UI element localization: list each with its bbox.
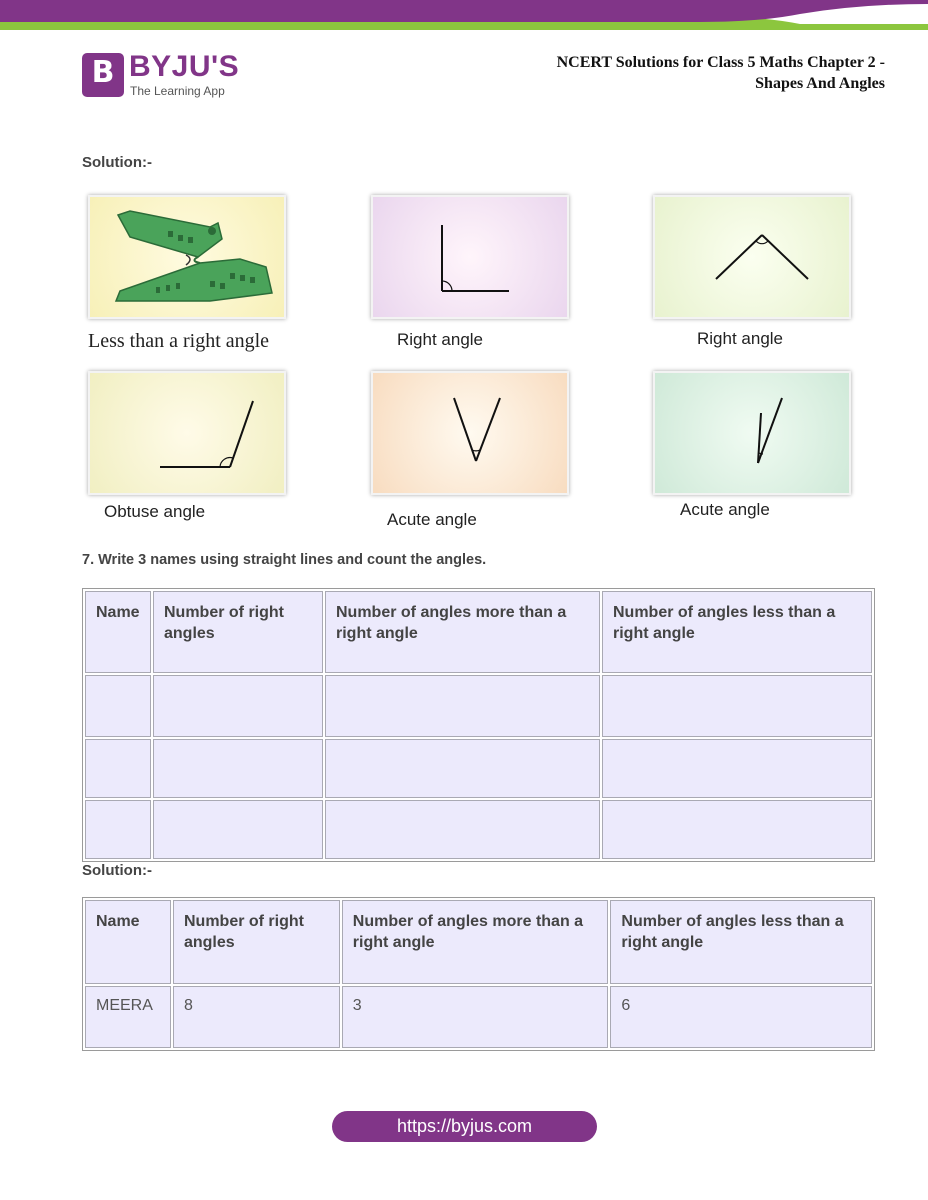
cell-less-than-right: 6	[610, 986, 872, 1048]
figure-narrow-acute-angle	[653, 371, 851, 495]
crocodile-jaw-illustration	[90, 197, 284, 317]
solution-label-1: Solution:-	[82, 154, 152, 171]
table-cell	[85, 739, 151, 798]
table-header-row	[85, 591, 872, 673]
header-cell-right-angles: Number of right angles	[153, 591, 323, 673]
cell-more-than-right: 3	[342, 986, 609, 1048]
figure-crocodile	[88, 195, 286, 319]
top-color-band	[0, 0, 928, 34]
solution-label-2: Solution:-	[82, 862, 152, 879]
figure-caption-1: Less than a right angle	[88, 330, 270, 352]
table-cell	[325, 739, 600, 798]
header-cell-less-than-right: Number of angles less than a right angle	[602, 591, 872, 673]
table-row	[85, 800, 872, 859]
figure-v-acute-angle	[371, 371, 569, 495]
table-cell	[153, 675, 323, 737]
document-title-line-2: Shapes And Angles	[755, 75, 885, 92]
header-cell-more-than-right: Number of angles more than a right angle	[342, 900, 609, 984]
header-cell-less-than-right: Number of angles less than a right angle	[610, 900, 872, 984]
question-table	[82, 588, 875, 862]
table-cell	[602, 739, 872, 798]
table-cell	[325, 675, 600, 737]
logo-letter: B	[91, 55, 115, 90]
table-row	[85, 675, 872, 737]
cell-right-angles: 8	[173, 986, 340, 1048]
logo-mark	[82, 53, 124, 97]
figure-caption-4: Obtuse angle	[104, 502, 206, 521]
document-title	[465, 52, 885, 94]
cell-name: MEERA	[85, 986, 171, 1048]
header-cell-name: Name	[85, 900, 171, 984]
table-cell	[602, 675, 872, 737]
document-title-line-1: NCERT Solutions for Class 5 Maths Chapter 2 -	[556, 54, 885, 71]
table-cell	[325, 800, 600, 859]
figure-caption-6: Acute angle	[680, 500, 770, 519]
footer-url-link[interactable]: https://byjus.com	[332, 1111, 597, 1142]
figure-caption-3: Right angle	[697, 329, 784, 348]
logo-tagline: The Learning App	[130, 84, 225, 98]
obtuse-angle-icon	[90, 373, 284, 493]
logo-name: BYJU'S	[129, 50, 240, 83]
v-acute-angle-icon	[373, 373, 567, 493]
right-angle-icon	[373, 197, 567, 317]
table-cell	[602, 800, 872, 859]
solution-table	[82, 897, 875, 1051]
header-cell-more-than-right: Number of angles more than a right angle	[325, 591, 600, 673]
table-cell	[153, 739, 323, 798]
figure-inverted-v-angle	[653, 195, 851, 319]
table-row	[85, 739, 872, 798]
question-7: 7. Write 3 names using straight lines and count the angles.	[82, 552, 487, 568]
table-cell	[85, 675, 151, 737]
table-cell	[85, 800, 151, 859]
narrow-acute-angle-icon	[655, 373, 849, 493]
table-header-row	[85, 900, 872, 984]
header-cell-name: Name	[85, 591, 151, 673]
inverted-v-angle-icon	[655, 197, 849, 317]
figure-obtuse-angle	[88, 371, 286, 495]
table-cell	[153, 800, 323, 859]
figure-caption-2: Right angle	[397, 330, 484, 349]
figure-caption-5: Acute angle	[387, 510, 477, 529]
byjus-logo	[82, 50, 242, 99]
figure-right-angle	[371, 195, 569, 319]
table-row	[85, 986, 872, 1048]
header-cell-right-angles: Number of right angles	[173, 900, 340, 984]
